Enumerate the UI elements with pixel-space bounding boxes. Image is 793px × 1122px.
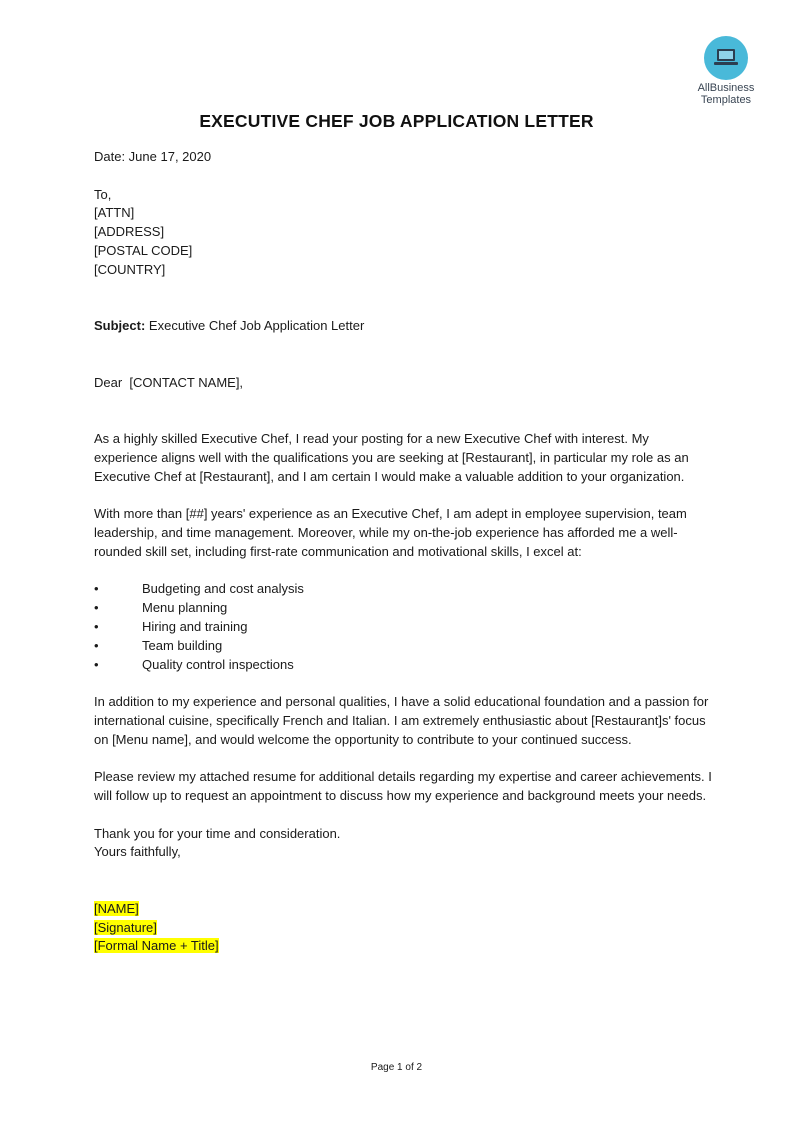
subject-text: Executive Chef Job Application Letter: [148, 318, 365, 334]
greeting: Dear [CONTACT NAME],: [94, 374, 244, 390]
letter-date: Date: June 17, 2020: [94, 149, 212, 164]
closing-signoff: Yours faithfully,: [94, 844, 181, 860]
paragraph-3: In addition to my experience and personal qualities, I have a solid educational foundation and a passion for international cuisine, specifically French and Italian. I am extremely enthusiastic about [Restaurant]s' focus on [Menu name], and would welcome the opportunity to contribute to your continued success.: [94, 694, 709, 747]
bullet-icon: •: [94, 637, 99, 653]
subject-label: Subject:: [94, 318, 146, 334]
signature-name: [NAME]: [94, 900, 139, 916]
recipient-address: [ADDRESS]: [94, 224, 165, 240]
letter-body: [94, 148, 714, 956]
logo-text: [688, 82, 764, 106]
list-item: • Hiring and training: [94, 618, 714, 637]
list-item: • Quality control inspections: [94, 656, 714, 675]
paragraph-4: Please review my attached resume for additional details regarding my expertise and career achievements. I will follow up to request an appointment to discuss how my experience and background meets your needs.: [94, 769, 712, 804]
signature-placeholder: [Signature]: [94, 919, 157, 935]
bullet-icon: •: [94, 618, 99, 634]
paragraph-1: As a highly skilled Executive Chef, I read your posting for a new Executive Chef with interest. My experience aligns well with the qualifications you are seeking at [Restaurant], in particular my role as an Executive Chef at [Restaurant], and I am certain I would make a valuable addition to your organization.: [94, 430, 689, 484]
logo-line-2: Templates: [700, 94, 752, 106]
recipient-attn: [ATTN]: [94, 205, 135, 221]
bullet-icon: •: [94, 581, 99, 597]
recipient-to: To,: [94, 186, 112, 202]
paragraph-2: With more than [##] years' experience as an Executive Chef, I am adept in employee supervision, team leadership, and time management. Moreover, while my on-the-job experience has afforded me a well-rounded skill set, including first-rate communication and motivational skills, I excel at:: [94, 506, 687, 559]
recipient-postal-code: [POSTAL CODE]: [94, 242, 193, 258]
laptop-icon: [704, 36, 748, 80]
recipient-country: [COUNTRY]: [94, 261, 166, 277]
allbusiness-logo: [688, 36, 764, 106]
page-number: Page 1 of 2: [370, 1062, 423, 1073]
signature-formal-title: [Formal Name + Title]: [94, 938, 219, 954]
subject-line: [94, 317, 714, 336]
list-item: • Menu planning: [94, 599, 714, 618]
closing-thanks: Thank you for your time and consideration.: [94, 825, 341, 841]
page-title: EXECUTIVE CHEF JOB APPLICATION LETTER: [199, 111, 594, 131]
bullet-icon: •: [94, 656, 99, 672]
logo-line-1: AllBusiness: [697, 82, 755, 94]
bullet-icon: •: [94, 600, 99, 616]
skills-list: [94, 580, 714, 674]
list-item: • Team building: [94, 637, 714, 656]
list-item: • Budgeting and cost analysis: [94, 580, 714, 599]
